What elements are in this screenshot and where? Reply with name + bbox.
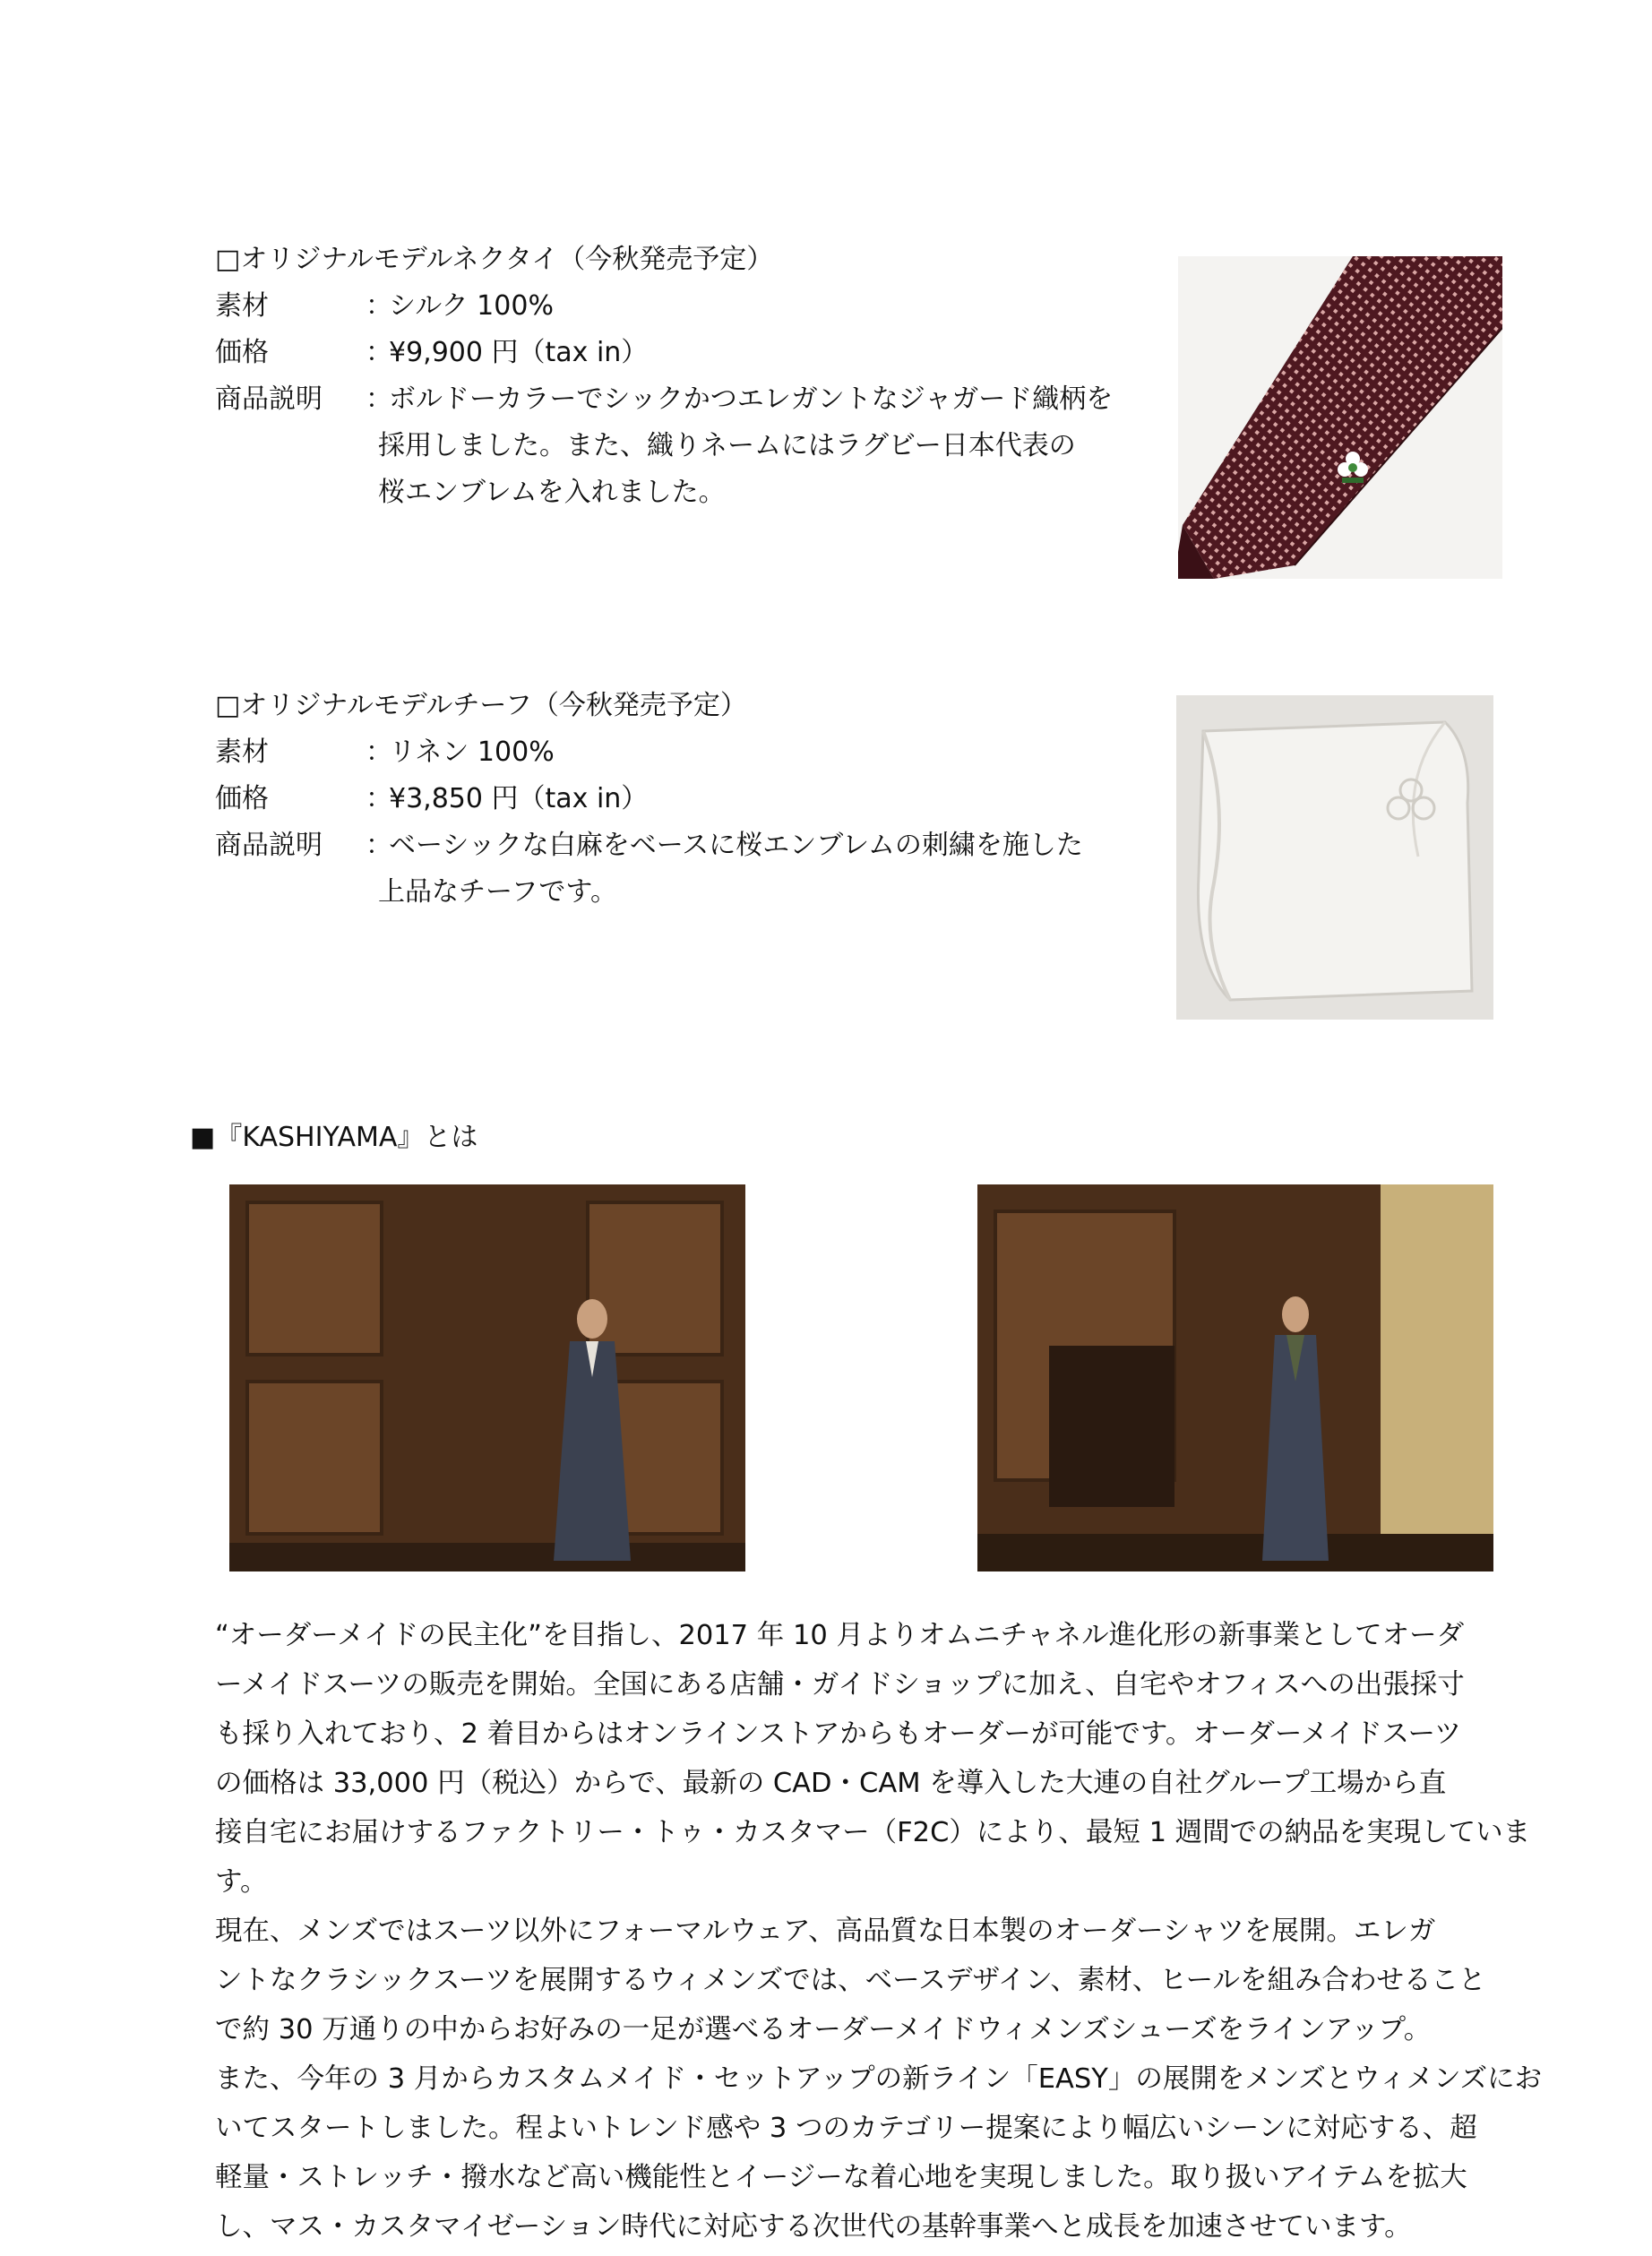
colon: ： bbox=[366, 290, 392, 322]
section-heading: ■『KASHIYAMA』とは bbox=[190, 1122, 478, 1153]
description-line: ボルドーカラーでシックかつエレガントなジャガード織柄を bbox=[389, 383, 1114, 415]
description-line: 桜エンブレムを入れました。 bbox=[378, 477, 726, 508]
necktie-photo bbox=[1178, 256, 1502, 579]
product-title: □オリジナルモデルネクタイ（今秋発売予定） bbox=[215, 244, 774, 275]
price-label: 価格 bbox=[215, 783, 269, 814]
material-value: リネン 100% bbox=[389, 736, 555, 768]
paragraph-line: いてスタートしました。程よいトレンド感や 3 つのカテゴリー提案により幅広いシーンに対応する、超 bbox=[215, 2113, 1477, 2144]
product-chief bbox=[215, 683, 1083, 916]
chief-illustration bbox=[1176, 695, 1493, 1020]
colon: ： bbox=[366, 830, 392, 861]
description-row bbox=[215, 376, 1113, 423]
material-value: シルク 100% bbox=[389, 290, 554, 322]
description-label: 商品説明 bbox=[215, 383, 323, 415]
paragraph-line: も採り入れており、2 着目からはオンラインストアからもオーダーが可能です。オーダーメイドスーツ bbox=[215, 1718, 1462, 1750]
paragraph-line: ーメイドスーツの販売を開始。全国にある店舗・ガイドショップに加え、自宅やオフィスへの出張採寸 bbox=[215, 1669, 1465, 1701]
paragraph-line: 現在、メンズではスーツ以外にフォーマルウェア、高品質な日本製のオーダーシャツを展開。エレガ bbox=[215, 1916, 1436, 1947]
material-label: 素材 bbox=[215, 290, 269, 322]
colon: ： bbox=[366, 783, 392, 814]
description-line: 上品なチーフです。 bbox=[378, 876, 617, 908]
paragraph-line: ントなクラシックスーツを展開するウィメンズでは、ベースデザイン、素材、ヒールを組み合わせること bbox=[215, 1965, 1486, 1996]
colon: ： bbox=[366, 383, 392, 415]
material-row bbox=[215, 729, 1083, 776]
chief-photo bbox=[1176, 695, 1493, 1020]
price-value: ¥3,850 円（tax in） bbox=[389, 783, 649, 814]
price-row bbox=[215, 776, 1083, 822]
description-row bbox=[215, 822, 1083, 869]
paragraph-line: 接自宅にお届けするファクトリー・トゥ・カスタマー（F2C）により、最短 1 週間での納品を実現していま bbox=[215, 1817, 1531, 1848]
material-row bbox=[215, 283, 1113, 330]
mens-suit-illustration bbox=[229, 1184, 745, 1571]
paragraph-line: 軽量・ストレッチ・撥水など高い機能性とイージーな着心地を実現しました。取り扱いアイテムを拡大 bbox=[215, 2162, 1467, 2193]
description-label: 商品説明 bbox=[215, 830, 323, 861]
kashiyama-description bbox=[215, 1611, 1543, 2252]
description-line: 採用しました。また、織りネームにはラグビー日本代表の bbox=[378, 430, 1076, 461]
womens-suit-illustration bbox=[977, 1184, 1493, 1571]
price-value: ¥9,900 円（tax in） bbox=[389, 337, 649, 368]
necktie-illustration bbox=[1178, 256, 1502, 579]
paragraph-line: し、マス・カスタマイゼーション時代に対応する次世代の基幹事業へと成長を加速させています。 bbox=[215, 2211, 1412, 2243]
price-label: 価格 bbox=[215, 337, 269, 368]
paragraph-line: で約 30 万通りの中からお好みの一足が選べるオーダーメイドウィメンズシューズをラインアップ。 bbox=[215, 2014, 1432, 2045]
product-title: □オリジナルモデルチーフ（今秋発売予定） bbox=[215, 690, 747, 721]
womens-suit-photo bbox=[977, 1184, 1493, 1571]
material-label: 素材 bbox=[215, 736, 269, 768]
mens-suit-photo bbox=[229, 1184, 745, 1571]
colon: ： bbox=[366, 337, 392, 368]
paragraph-line: の価格は 33,000 円（税込）からで、最新の CAD・CAM を導入した大連の自社グループ工場から直 bbox=[215, 1768, 1447, 1799]
description-line: ベーシックな白麻をベースに桜エンブレムの刺繍を施した bbox=[389, 830, 1083, 861]
price-row bbox=[215, 330, 1113, 376]
product-necktie bbox=[215, 237, 1113, 516]
paragraph-line: “オーダーメイドの民主化”を目指し、2017 年 10 月よりオムニチャネル進化形の新事業としてオーダ bbox=[215, 1620, 1465, 1651]
paragraph-line: また、今年の 3 月からカスタムメイド・セットアップの新ライン「EASY」の展開をメンズとウィメンズにお bbox=[215, 2063, 1543, 2095]
colon: ： bbox=[366, 736, 392, 768]
paragraph-line: す。 bbox=[215, 1866, 268, 1898]
